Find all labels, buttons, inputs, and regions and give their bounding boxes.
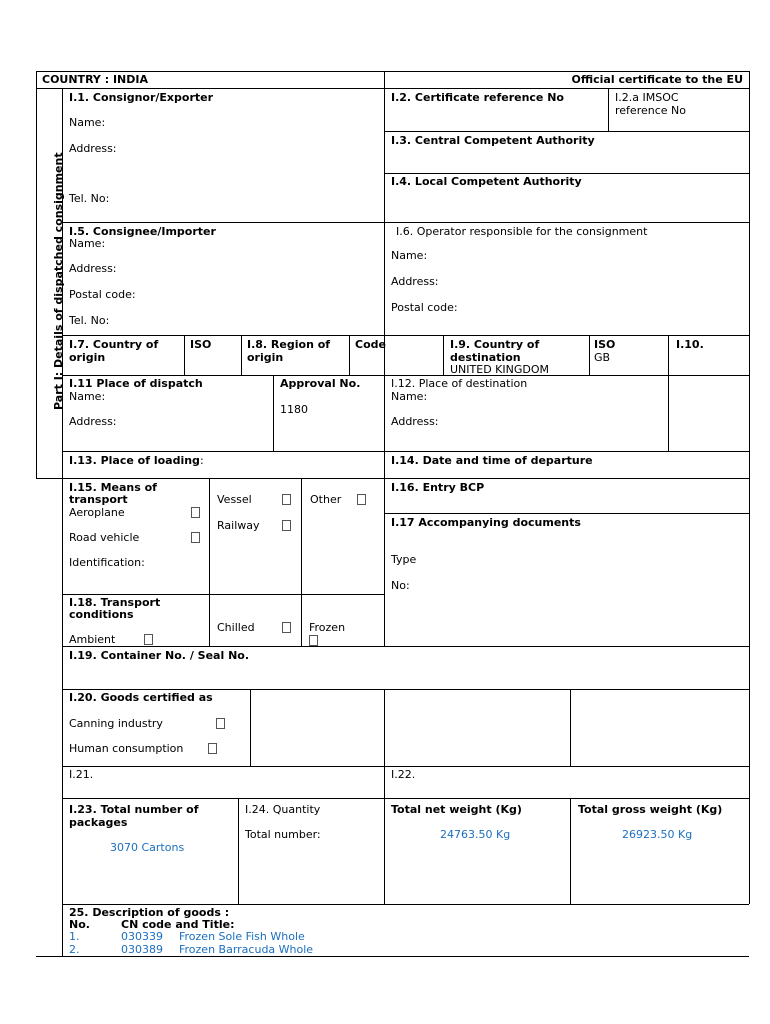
documents-title: I.17 Accompanying documents (391, 516, 581, 529)
central-authority-title: I.3. Central Competent Authority (391, 134, 595, 147)
i10-label: I.10. (676, 338, 704, 351)
consignee-title: I.5. Consignee/Importer (69, 225, 216, 238)
conditions-title-1: I.18. Transport (69, 596, 161, 609)
documents-type-label: Type (391, 553, 417, 566)
identification-label: Identification: (69, 556, 145, 569)
imsoc-label-line2: reference No (615, 104, 686, 117)
dispatch-name-label: Name: (69, 390, 106, 403)
imsoc-label-line1: I.2.a IMSOC (615, 91, 679, 104)
destination-country-value: UNITED KINGDOM (450, 363, 549, 376)
region-origin-title-2: origin (247, 351, 284, 364)
railway-label: Railway (217, 519, 260, 532)
part-one-side-label: Part I: Details of dispatched consignment (52, 152, 65, 410)
consignor-tel-label: Tel. No: (69, 192, 110, 205)
item-cn-code: 030389 (121, 943, 163, 956)
dispatch-title: I.11 Place of dispatch (69, 377, 203, 390)
entry-bcp-title: I.16. Entry BCP (391, 481, 485, 494)
country-origin-title-2: origin (69, 351, 106, 364)
quantity-total-label: Total number: (245, 828, 321, 841)
vessel-label: Vessel (217, 493, 252, 506)
approval-number-value: 1180 (280, 403, 308, 416)
transport-title-1: I.15. Means of (69, 481, 157, 494)
country-header: COUNTRY : INDIA (42, 73, 148, 86)
destination-place-address-label: Address: (391, 415, 439, 428)
road-vehicle-checkbox[interactable] (191, 532, 200, 543)
ambient-checkbox[interactable] (144, 634, 153, 645)
quantity-title: I.24. Quantity (245, 803, 321, 816)
description-col-no: No. (69, 918, 90, 931)
canning-industry-label: Canning industry (69, 717, 163, 730)
consignor-address-label: Address: (69, 142, 117, 155)
i21-label: I.21. (69, 768, 94, 781)
departure-title: I.14. Date and time of departure (391, 454, 593, 467)
loading-place-label: I.13. Place of loading (69, 454, 200, 467)
approval-number-label: Approval No. (280, 377, 361, 390)
description-title: 25. Description of goods : (69, 906, 230, 919)
operator-title: I.6. Operator responsible for the consignment (396, 225, 648, 238)
gross-weight-value: 26923.50 Kg (622, 828, 693, 841)
other-label: Other (310, 493, 342, 506)
vessel-checkbox[interactable] (282, 494, 291, 505)
iso-destination-label: ISO (594, 338, 616, 351)
road-vehicle-label: Road vehicle (69, 531, 140, 544)
loading-place (69, 454, 204, 467)
canning-industry-checkbox[interactable] (216, 718, 225, 729)
dispatch-address-label: Address: (69, 415, 117, 428)
frozen-label: Frozen (309, 621, 346, 634)
railway-checkbox[interactable] (282, 520, 291, 531)
code-label: Code (355, 338, 386, 351)
packages-title-1: I.23. Total number of (69, 803, 199, 816)
item-title: Frozen Barracuda Whole (179, 943, 314, 956)
net-weight-title: Total net weight (Kg) (391, 803, 522, 816)
packages-title-2: packages (69, 816, 128, 829)
item-cn-code: 030339 (121, 930, 163, 943)
region-origin-title-1: I.8. Region of (247, 338, 331, 351)
country-origin-title-1: I.7. Country of (69, 338, 159, 351)
transport-title-2: transport (69, 493, 128, 506)
documents-no-label: No: (391, 579, 410, 592)
i22-label: I.22. (391, 768, 416, 781)
packages-value: 3070 Cartons (110, 841, 185, 854)
conditions-title-2: conditions (69, 608, 134, 621)
human-consumption-label: Human consumption (69, 742, 184, 755)
consignor-title: I.1. Consignor/Exporter (69, 91, 214, 104)
net-weight-value: 24763.50 Kg (440, 828, 511, 841)
destination-country-title-2: destination (450, 351, 521, 364)
aeroplane-label: Aeroplane (69, 506, 125, 519)
description-col-cn: CN code and Title: (121, 918, 235, 931)
loading-place-colon: : (199, 454, 204, 467)
chilled-checkbox[interactable] (282, 622, 291, 633)
local-authority-title: I.4. Local Competent Authority (391, 175, 582, 188)
human-consumption-checkbox[interactable] (208, 743, 217, 754)
consignee-postal-label: Postal code: (69, 288, 136, 301)
iso-destination-value: GB (594, 351, 611, 364)
chilled-label: Chilled (217, 621, 255, 634)
certificate-reference-title: I.2. Certificate reference No (391, 91, 564, 104)
other-checkbox[interactable] (357, 494, 366, 505)
goods-certified-title: I.20. Goods certified as (69, 691, 213, 704)
destination-country-title-1: I.9. Country of (450, 338, 540, 351)
aeroplane-checkbox[interactable] (191, 507, 200, 518)
item-no: 1. (69, 930, 80, 943)
frozen-checkbox[interactable] (309, 635, 318, 646)
iso-origin-label: ISO (190, 338, 212, 351)
consignor-name-label: Name: (69, 116, 106, 129)
destination-place-name-label: Name: (391, 390, 428, 403)
consignee-name-label: Name: (69, 237, 106, 250)
operator-name-label: Name: (391, 249, 428, 262)
item-no: 2. (69, 943, 80, 956)
item-title: Frozen Sole Fish Whole (179, 930, 305, 943)
ambient-label: Ambient (69, 633, 116, 646)
operator-postal-label: Postal code: (391, 301, 458, 314)
container-seal-title: I.19. Container No. / Seal No. (69, 649, 250, 662)
operator-address-label: Address: (391, 275, 439, 288)
gross-weight-title: Total gross weight (Kg) (578, 803, 723, 816)
official-certificate-title: Official certificate to the EU (571, 73, 743, 86)
consignee-tel-label: Tel. No: (69, 314, 110, 327)
destination-place-title: I.12. Place of destination (391, 377, 528, 390)
consignee-address-label: Address: (69, 262, 117, 275)
